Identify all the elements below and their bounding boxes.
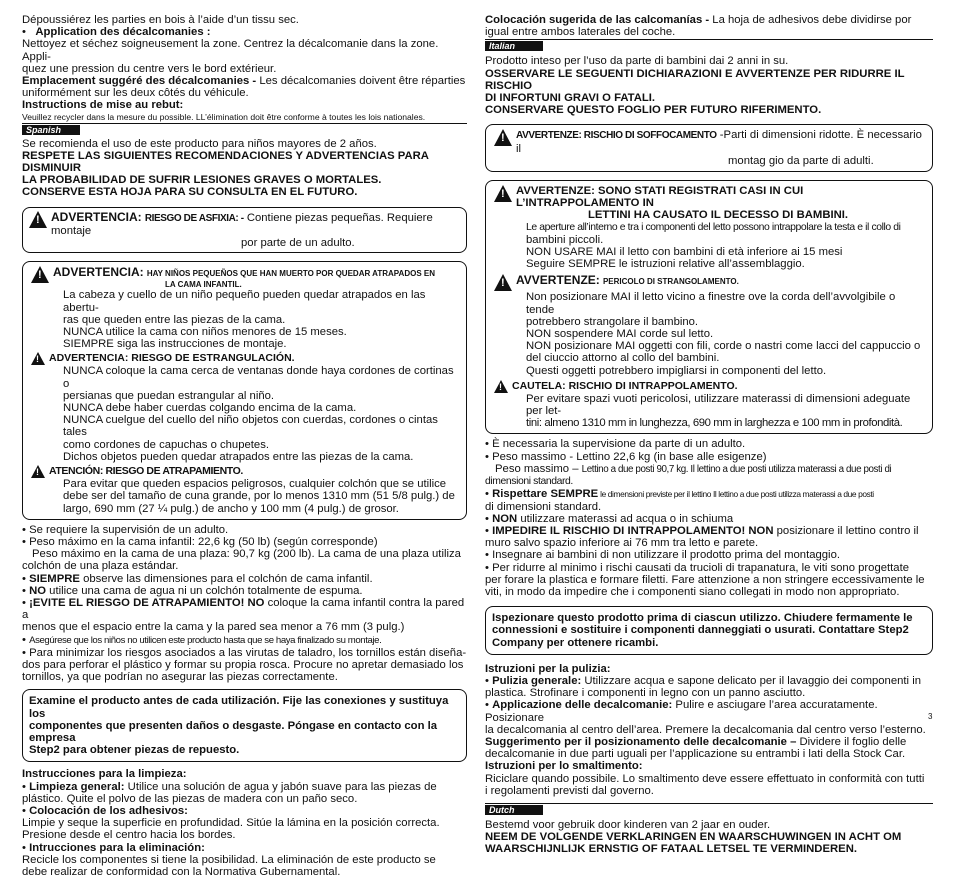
text-line: OSSERVARE LE SEGUENTI DICHIARAZIONI E AVVERTENZE PER RIDURRE IL RISCHIO [485, 67, 905, 92]
text-line: Instrucciones para la limpieza: [22, 768, 187, 781]
text-line: tini: almeno 1310 mm in lunghezza, 690 mm in larghezza e 100 mm in profondità. [526, 417, 903, 430]
list-item: • Pulizia generale: Utilizzare acqua e sapone delicato per il lavaggio dei componenti in [485, 675, 933, 687]
warning-box-soffocamento [485, 124, 933, 172]
section-divider [22, 123, 467, 124]
text-line: ras que queden entre las piezas de la cama. [63, 313, 286, 326]
text-line: Nettoyez et séchez soigneusement la zone. Centrez la décalcomanie dans la zone. Appli- [22, 38, 439, 63]
list-item: • SIEMPRE observe las dimensiones para el colchón de cama infantil. [22, 573, 467, 585]
list-item: • Colocación de los adhesivos: [22, 805, 467, 817]
text-line: largo, 690 mm (27 ¼ pulg.) de ancho y 100 mm (4 pulg.) de grosor. [63, 502, 399, 515]
text-line: WAARSCHIJNLIJK ERNSTIG OF FATAAL LETSEL TE VERMINDEREN. [485, 843, 857, 856]
list-item: • Applicazione delle decalcomanie: Pulire e asciugare l’area accuratamente. Posizionare [485, 699, 933, 723]
text-line: dimensioni standard. [485, 476, 573, 488]
text-line: muro salvo spazio inferiore ai 76 mm tra letto e parete. [485, 537, 759, 550]
warning-triangle-icon [494, 129, 512, 146]
text-line: Se recomienda el uso de este producto para niños mayores de 2 años. [22, 137, 377, 150]
warning-triangle-icon [31, 465, 45, 478]
text-line: NUNCA utilice la cama con niños menores de 15 meses. [63, 326, 347, 339]
text-line: NUNCA debe haber cuerdas colgando encima de la cama. [63, 402, 357, 415]
text-line: Seguire SEMPRE le istruzioni relative all’assemblaggio. [526, 258, 805, 271]
text-line: bambini piccoli. [526, 233, 604, 246]
text-line: Dépoussiérez les parties en bois à l’aide d’un tissu sec. [22, 14, 299, 26]
text-line: colchón de una plaza estándar. [22, 560, 179, 573]
text-line: del ciuccio attorno al collo del bambini. [526, 352, 720, 365]
text-line: La cabeza y cuello de un niño pequeño pueden quedar atrapados en las abertu- [63, 289, 426, 314]
text-line: Limpie y seque la superficie en profundidad. Sitúe la lámina en la posición correcta. [22, 817, 440, 830]
list-item: • Intrucciones para la eliminación: [22, 842, 467, 854]
text-line: connessioni e sostituire i componenti danneggiati o usurati. Contattare Step2 [492, 624, 909, 637]
list-item: • È necessaria la supervisione da parte di un adulto. [485, 438, 933, 450]
left-column [22, 14, 467, 878]
text-line: Veuillez recycler dans la mesure du possible. LL’élimination doit être conforme à toutes les lois nationales. [22, 111, 426, 122]
list-item: • Asegúrese que los niños no utilicen este producto hasta que se haya finalizado su montaje. [22, 634, 467, 647]
text-line: menos que el espacio entre la cama y la pared sea menor a 76 mm (3 pulg.) [22, 621, 405, 634]
text-line: per forare la plastica e formare filetti. Fare attenzione a non stringere eccessivamente le [485, 573, 925, 586]
text-line: debe ser del tamaño de cuna grande, por lo menos 1310 mm (51 5/8 pulg.) de [63, 490, 455, 503]
text-line: Riciclare quando possibile. Lo smaltimento deve essere effettuato in conformità con tutti [485, 772, 925, 785]
text-line: Emplacement suggéré des décalcomanies - Les décalcomanies doivent être réparties [22, 75, 466, 88]
warning-box-atrapados [22, 261, 467, 519]
text-line: Presione desde el centro hacia los bordes. [22, 829, 236, 842]
warning-triangle-icon [494, 380, 508, 393]
text-line: Company per ottenere ricambi. [492, 636, 659, 649]
section-divider [485, 803, 933, 804]
text-line: Step2 para obtener piezas de repuesto. [29, 744, 240, 757]
text-line: quez une pression du centre vers le bord extérieur. [22, 62, 277, 75]
text-line: plástico. Quite el polvo de las piezas de madera con un paño seco. [22, 792, 358, 805]
text-line: Examine el producto antes de cada utilización. Fije las conexiones y sustituya los [29, 695, 449, 720]
warning-header: ! AVVERTENZE: PERICOLO DI STRANGOLAMENTO. [494, 274, 924, 291]
page-number: 3 [928, 712, 933, 721]
warning-triangle-icon [29, 211, 47, 228]
text-line: NUNCA cuelgue del cuello del niño objetos con cuerdas, cordones o cintas tales [63, 414, 438, 439]
text-line: NUNCA coloque la cama cerca de ventanas donde haya cordones de cortinas o [63, 365, 454, 390]
warning-header: ! AVVERTENZE: RISCHIO DI SOFFOCAMENTO -Parti di dimensioni ridotte. È necessario il montag gio da parte di adulti. [494, 129, 924, 167]
text-line: Istruzioni per lo smaltimento: [485, 760, 643, 773]
text-line: Bestemd voor gebruik door kinderen van 2 jaar en ouder. [485, 818, 771, 831]
text-line: SIEMPRE siga las instrucciones de montaje. [63, 338, 287, 351]
list-item: • Per ridurre al minimo i rischi causati da trucioli di trapanatura, le viti sono progettate [485, 562, 933, 574]
language-label-spanish: Spanish [22, 125, 80, 135]
warning-triangle-icon [494, 274, 512, 291]
warning-triangle-icon [31, 352, 45, 365]
text-line: CONSERVE ESTA HOJA PARA SU CONSULTA EN EL FUTURO. [22, 186, 358, 199]
text-line: tornillos, ya que podrían no asegurar las piezas correctamente. [22, 671, 338, 684]
list-item: • Peso máximo en la cama infantil: 22,6 kg (50 lb) (según corresponde) [22, 536, 467, 548]
text-line: decalcomanie in due parti uguali per l’applicazione su entrambi i lati della Stock Car. [485, 748, 906, 761]
text-line: NON USARE MAI il letto con bambini di età inferiore ai 15 mesi [526, 246, 843, 259]
warning-header: ! ADVERTENCIA: RIESGO DE ASFIXIA: - Contiene piezas pequeñas. Requiere montaje por parte de un adulto. [29, 211, 460, 250]
language-label-italian: Italian [485, 41, 543, 51]
warning-header: ! CAUTELA: RISCHIO DI INTRAPPOLAMENTO. [494, 380, 924, 393]
text-line: dos para perforar el plástico y formar su propia rosca. Procure no apretar demasiado los [22, 658, 464, 671]
text-line: di dimensioni standard. [485, 500, 602, 513]
warning-header: ! ATENCIÓN: RIESGO DE ATRAPAMIENTO. [31, 465, 458, 478]
list-item: • Peso massimo - Lettino 22,6 kg (in base alle esigenze) [485, 451, 933, 463]
warning-box-intrappolamento [485, 180, 933, 434]
text-line: Dichos objetos pueden quedar atrapados entre las piezas de la cama. [63, 450, 414, 463]
list-item: • IMPEDIRE IL RISCHIO DI INTRAPPOLAMENTO! NON posizionare il lettino contro il [485, 525, 933, 537]
list-item: • NO utilice una cama de agua ni un colchón totalmente de espuma. [22, 585, 467, 597]
list-item: • Insegnare ai bambini di non utilizzare il prodotto prima del montaggio. [485, 549, 933, 561]
text-line: RESPETE LAS SIGUIENTES RECOMENDACIONES Y ADVERTENCIAS PARA DISMINUIR [22, 149, 429, 175]
text-line: Para evitar que queden espacios peligrosos, cualquier colchón que se utilice [63, 478, 447, 491]
warning-header: ! AVVERTENZE: SONO STATI REGISTRATI CASI IN CUI L’INTRAPPOLAMENTO IN LETTINI HA CAUSATO IL DECESSO DI BAMBINI. [494, 185, 924, 222]
text-line: uniformément sur les deux côtés du véhicule. [22, 87, 249, 100]
text-line: CONSERVARE QUESTO FOGLIO PER FUTURO RIFERIMENTO. [485, 104, 822, 117]
text-line: NEEM DE VOLGENDE VERKLARINGEN EN WAARSCHUWINGEN IN ACHT OM [485, 831, 902, 844]
text-line: Suggerimento per il posizionamento delle decalcomanie – Dividere il foglio delle [485, 735, 907, 748]
list-item: • ¡EVITE EL RIESGO DE ATRAPAMIENTO! NO coloque la cama infantil contra la pared a [22, 597, 467, 621]
text-line: Ispezionare questo prodotto prima di ciascun utilizzo. Chiudere fermamente le [492, 612, 913, 625]
text-line: Colocación sugerida de las calcomanías - La hoja de adhesivos debe dividirse por [485, 14, 912, 26]
text-line: Istruzioni per la pulizia: [485, 662, 611, 675]
warning-header: ! ADVERTENCIA: RIESGO DE ESTRANGULACIÓN. [31, 352, 458, 365]
text-line: viti, in modo da impedire che i componenti siano collegati in modo non appropriato. [485, 585, 900, 598]
text-line: Le aperture all’interno e tra i componenti del letto possono intrappolare la testa e il collo di [526, 221, 901, 233]
text-line: Recicle los componentes si tiene la posibilidad. La eliminación de este producto se [22, 853, 436, 866]
warning-box-asfixia [22, 207, 467, 254]
list-item: • Rispettare SEMPRE le dimensioni previste per il lettino Il lettino a due posti utilizza materassi a due posti [485, 488, 933, 500]
list-item: • NON utilizzare materassi ad acqua o in schiuma [485, 513, 933, 525]
inspection-box [22, 689, 467, 762]
text-line: la decalcomania al centro dell’area. Premere la decalcomania dal centro verso l’esterno. [485, 723, 926, 736]
right-column [485, 14, 933, 856]
text-line: LA PROBABILIDAD DE SUFRIR LESIONES GRAVES O MORTALES. [22, 174, 382, 187]
text-line: Peso máximo en la cama de una plaza: 90,7 kg (200 lb). La cama de una plaza utiliza [32, 548, 461, 561]
inspection-box [485, 606, 933, 655]
language-label-dutch: Dutch [485, 805, 543, 815]
list-item: • Limpieza general: Utilice una solución de agua y jabón suave para las piezas de [22, 781, 467, 793]
text-line: componentes que presenten daños o desgaste. Póngase en contacto con la empresa [29, 719, 438, 744]
text-line: igual entre ambos laterales del coche. [485, 26, 676, 39]
warning-header: ! ADVERTENCIA: HAY NIÑOS PEQUEÑOS QUE HAN MUERTO POR QUEDAR ATRAPADOS EN LA CAMA INFANTIL. [31, 266, 458, 289]
text-line: potrebbero strangolare il bambino. [526, 315, 699, 328]
warning-triangle-icon [31, 266, 49, 283]
text-line: persianas que puedan estrangular al niño. [63, 389, 275, 402]
section-divider [485, 39, 933, 40]
text-line: Non posizionare MAI il letto vicino a finestre ove la corda dell’avvolgibile o tende [526, 291, 896, 316]
text-line: como cordones de capuchas o chupetes. [63, 438, 269, 451]
text-line: i regolamenti previsti dal governo. [485, 784, 654, 797]
text-line: • Application des décalcomanies : [22, 26, 211, 39]
text-line: Prodotto inteso per l’uso da parte di bambini dai 2 anni in su. [485, 55, 789, 68]
text-line: DI INFORTUNI GRAVI O FATALI. [485, 92, 656, 105]
text-line: NON sospendere MAI corde sul letto. [526, 328, 714, 341]
text-line: Instructions de mise au rebut: [22, 99, 184, 112]
list-item: • Se requiere la supervisión de un adulto. [22, 524, 467, 536]
text-line: Peso massimo – Lettino a due posti 90,7 kg. Il lettino a due posti utilizza materassi a due posti di [495, 462, 892, 475]
warning-triangle-icon [494, 185, 512, 202]
text-line: Questi oggetti potrebbero impigliarsi in componenti del letto. [526, 364, 827, 377]
list-item: • Para minimizar los riesgos asociados a las virutas de taladro, los tornillos están diseña- [22, 647, 467, 659]
text-line: plastica. Strofinare i componenti in legno con un panno asciutto. [485, 687, 806, 700]
text-line: Per evitare spazi vuoti pericolosi, utilizzare materassi di dimensioni adeguate per let- [526, 392, 911, 418]
text-line: NON posizionare MAI oggetti con fili, corde o nastri come lacci del cappuccio o [526, 340, 921, 353]
text-line: debe realizar de conformidad con la Normativa Gubernamental. [22, 865, 341, 878]
